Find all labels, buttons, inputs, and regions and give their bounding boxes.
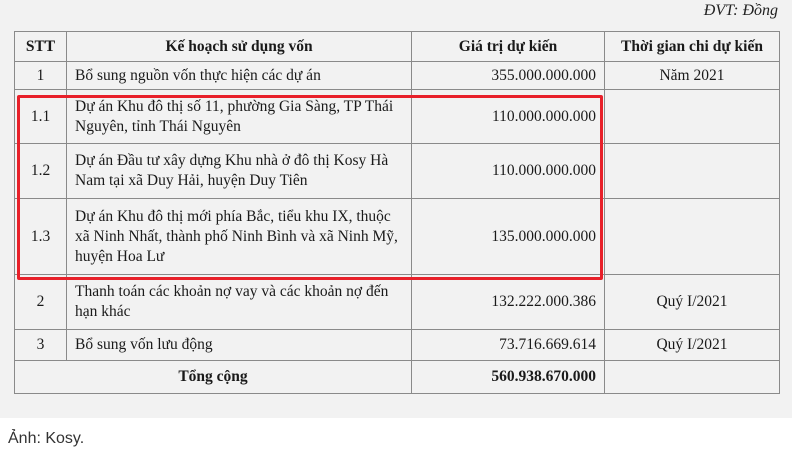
row-stt: 3 xyxy=(15,330,67,361)
row-stt: 1.1 xyxy=(15,90,67,144)
table-header-row xyxy=(15,32,780,62)
row-plan: Bổ sung nguồn vốn thực hiện các dự án xyxy=(67,62,412,90)
row-value: 73.716.669.614 xyxy=(412,330,605,361)
row-plan: Bổ sung vốn lưu động xyxy=(67,330,412,361)
row-plan: Thanh toán các khoản nợ vay và các khoản nợ đến hạn khác xyxy=(67,275,412,330)
table-row xyxy=(15,330,780,361)
row-time: Quý I/2021 xyxy=(605,330,780,361)
row-value: 132.222.000.386 xyxy=(412,275,605,330)
capital-plan-table xyxy=(14,31,780,394)
table-row xyxy=(15,90,780,144)
unit-note: ĐVT: Đồng xyxy=(703,2,778,19)
row-stt: 1.2 xyxy=(15,144,67,199)
header-time: Thời gian chi dự kiến xyxy=(605,32,780,62)
row-plan: Dự án Đầu tư xây dựng Khu nhà ở đô thị Kosy Hà Nam tại xã Duy Hải, huyện Duy Tiên xyxy=(67,144,412,199)
table-row xyxy=(15,275,780,330)
table-row xyxy=(15,62,780,90)
header-stt: STT xyxy=(15,32,67,62)
row-stt: 1.3 xyxy=(15,199,67,275)
row-value: 355.000.000.000 xyxy=(412,62,605,90)
row-value: 110.000.000.000 xyxy=(412,144,605,199)
table-row xyxy=(15,144,780,199)
total-value: 560.938.670.000 xyxy=(412,361,605,394)
row-time: Năm 2021 xyxy=(605,62,780,90)
row-time xyxy=(605,90,780,144)
total-label: Tổng cộng xyxy=(15,361,412,394)
row-value: 110.000.000.000 xyxy=(412,90,605,144)
row-plan: Dự án Khu đô thị mới phía Bắc, tiểu khu IX, thuộc xã Ninh Nhất, thành phố Ninh Bình và xã Ninh Mỹ, huyện Hoa Lư xyxy=(67,199,412,275)
row-plan: Dự án Khu đô thị số 11, phường Gia Sàng, TP Thái Nguyên, tỉnh Thái Nguyên xyxy=(67,90,412,144)
row-stt: 1 xyxy=(15,62,67,90)
table-row xyxy=(15,199,780,275)
row-value: 135.000.000.000 xyxy=(412,199,605,275)
total-time-empty xyxy=(605,361,780,394)
row-time xyxy=(605,144,780,199)
header-plan: Kế hoạch sử dụng vốn xyxy=(67,32,412,62)
image-caption: Ảnh: Kosy. xyxy=(8,430,85,447)
row-stt: 2 xyxy=(15,275,67,330)
row-time xyxy=(605,199,780,275)
header-value: Giá trị dự kiến xyxy=(412,32,605,62)
row-time: Quý I/2021 xyxy=(605,275,780,330)
total-row xyxy=(15,361,780,394)
